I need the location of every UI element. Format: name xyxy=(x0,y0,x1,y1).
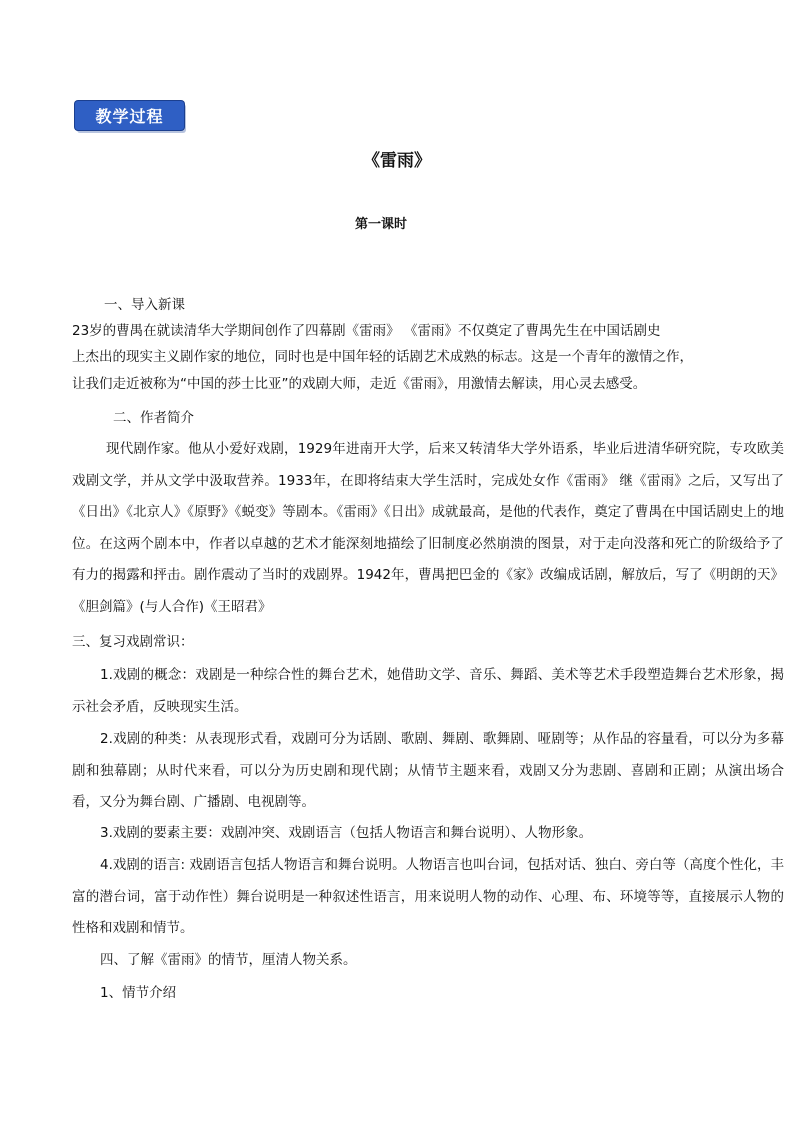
section2-body: 现代剧作家。他从小爱好戏剧，1929年进南开大学，后来又转清华大学外语系，毕业后进清华研究院，专攻欧美戏剧文学，并从文学中汲取营养。1933年，在即将结束大学生活时，完成处女作《雷雨》 继《雷雨》之后，又写出了《日出》《北京人》《原野》《蜕变》等剧本。《雷雨》《日出》成就最高，是他的代表作，奠定了曹禺在中国话剧史上的地位。在这两个剧本中，作者以卓越的艺术才能深刻地描绘了旧制度必然崩溃的图景，对于走向没落和死亡的阶级给予了有力的揭露和抨击。剧作震动了当时的戏剧界。1942年，曹禺把巴金的《家》改编成话剧，解放后，写了《明朗的天》《胆剑篇》(与人合作)《王昭君》 xyxy=(72,441,784,615)
section3-heading: 三、复习戏剧常识： xyxy=(72,634,194,650)
section3-item-3: 3.戏剧的要素主要：戏剧冲突、戏剧语言（包括人物语言和舞台说明）、人物形象。 xyxy=(100,825,593,841)
section4-sub-1: 1、情节介绍 xyxy=(100,985,177,1001)
section1-heading: 一、导入新课 xyxy=(104,297,185,313)
section4-heading: 四、了解《雷雨》的情节，厘清人物关系。 xyxy=(100,952,357,968)
section1-line-2: 上杰出的现实主义剧作家的地位，同时也是中国年轻的话剧艺术成熟的标志。这是一个青年的激情之作， xyxy=(72,349,693,365)
lesson-subtitle: 第一课时 xyxy=(354,217,407,232)
section3-item-2: 2.戏剧的种类：从表现形式看，戏剧可分为话剧、歌剧、舞剧、歌舞剧、哑剧等；从作品的容量看，可以分为多幕剧和独幕剧；从时代来看，可以分为历史剧和现代剧；从情节主题来看，戏剧又分为悲剧、喜剧和正剧；从演出场合看，又分为舞台剧、广播剧、电视剧等。 xyxy=(72,731,784,810)
document-title: 《雷雨》 xyxy=(363,151,431,171)
teaching-process-badge: 教学过程 xyxy=(75,101,184,130)
section2-heading: 二、作者简介 xyxy=(113,410,194,426)
section1-line-3: 让我们走近被称为“中国的莎士比亚”的戏剧大师，走近《雷雨》，用激情去解读，用心灵去感受。 xyxy=(72,376,647,392)
section1-line-1: 23岁的曹禺在就读清华大学期间创作了四幕剧《雷雨》 《雷雨》不仅奠定了曹禺先生在中国话剧史 xyxy=(72,323,661,339)
section3-item-1: 1.戏剧的概念：戏剧是一种综合性的舞台艺术，她借助文学、音乐、舞蹈、美术等艺术手段塑造舞台艺术形象，揭示社会矛盾，反映现实生活。 xyxy=(72,667,784,715)
section3-item-4: 4.戏剧的语言: 戏剧语言包括人物语言和舞台说明。人物语言也叫台词，包括对话、独白、旁白等（高度个性化，丰富的潜台词，富于动作性）舞台说明是一种叙述性语言，用来说明人物的动作、心理、布、环境等等，直接展示人物的性格和戏剧和情节。 xyxy=(72,857,784,936)
